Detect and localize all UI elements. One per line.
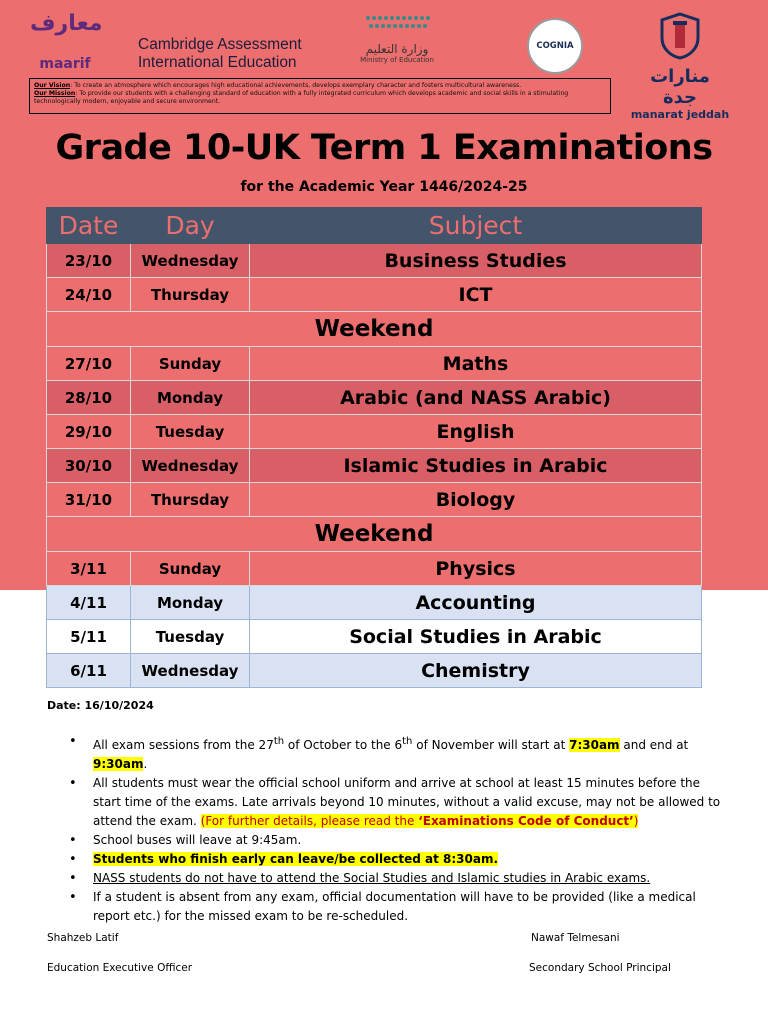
nass-note: NASS students do not have to attend the Social Studies and Islamic studies in Arabic exams. [93,871,651,885]
note-superscript: th [402,736,413,747]
right-signatory-title: Secondary School Principal [529,962,671,974]
left-signatory-title: Education Executive Officer [47,962,193,974]
exam-schedule-table [46,207,702,688]
vision-text: : To create an atmosphere which encourages high educational achievements, develops exemplary character and fosters multicultural awareness. [70,82,522,89]
note-text: and end at [619,738,689,752]
cognia-text: COGNIA [536,41,574,51]
cell-date: 24/10 [47,278,131,312]
cell-subject: ICT [250,278,702,312]
cambridge-logo [138,36,302,72]
code-of-conduct-highlight [201,814,639,828]
notes-list [47,732,727,926]
cell-day: Tuesday [131,620,250,654]
note-text: All students must wear the official school uniform and arrive at school at least 15 minutes before the start time of the exams. Late arrivals beyond 10 minutes, without a valid excuse, may not be allowed to attend the exam. [93,776,721,828]
cell-date: 29/10 [47,415,131,449]
cognia-badge [527,18,583,74]
cell-date: 4/11 [47,586,131,620]
list-item [47,774,727,831]
note-text: of October to the 6 [284,738,403,752]
weekend-label: Weekend [47,517,702,552]
vision-mission-box [29,78,611,114]
cell-day: Thursday [131,483,250,517]
note-text: All exam sessions from the 27 [93,738,274,752]
cell-date: 30/10 [47,449,131,483]
left-signatory-name: Shahzeb Latif [47,932,119,944]
cell-day: Sunday [131,347,250,381]
issue-date: Date: 16/10/2024 [47,699,154,712]
note-text: (For further details, please read the [200,814,419,828]
cell-day: Wednesday [131,654,250,688]
list-item [47,831,727,850]
moe-english-text: Ministry of Education [360,56,434,64]
cell-day: Tuesday [131,415,250,449]
cambridge-line-1: Cambridge Assessment [138,36,302,53]
weekend-label: Weekend [47,312,702,347]
table-row [47,381,702,415]
mission-label: Our Mission [34,89,76,97]
note-superscript: th [273,736,285,747]
note-text: . [143,757,148,771]
cell-date: 31/10 [47,483,131,517]
table-row [47,654,702,688]
moe-dots-icon [362,12,432,34]
cell-day: Thursday [131,278,250,312]
header-subject: Subject [250,208,702,244]
cell-day: Wednesday [131,244,250,278]
cell-subject: Accounting [250,586,702,620]
header-date: Date [47,208,131,244]
table-row [47,278,702,312]
table-row [47,347,702,381]
code-of-conduct-title: ‘Examinations Code of Conduct’ [418,814,634,828]
maarif-logo [30,11,103,36]
list-item [47,850,727,869]
cell-subject: Arabic (and NASS Arabic) [250,381,702,415]
cell-date: 3/11 [47,552,131,586]
cell-date: 23/10 [47,244,131,278]
mission-statement [34,90,606,106]
end-time-highlight: 9:30am [93,757,144,771]
header-day: Day [131,208,250,244]
cell-subject: Business Studies [250,244,702,278]
table-row [47,483,702,517]
early-finish-highlight: Students who finish early can leave/be collected at 8:30am. [93,852,499,866]
maarif-logo-text: maarif [39,56,91,72]
manarat-jeddah-logo [630,12,730,121]
cell-subject: English [250,415,702,449]
weekend-row [47,517,702,552]
ministry-of-education-logo [352,12,442,64]
cell-subject: Physics [250,552,702,586]
cell-day: Sunday [131,552,250,586]
cell-day: Monday [131,586,250,620]
cell-subject: Chemistry [250,654,702,688]
table-row [47,620,702,654]
list-item [47,732,727,774]
manarat-english-text: manarat jeddah [630,108,730,121]
cell-date: 27/10 [47,347,131,381]
cell-date: 5/11 [47,620,131,654]
cell-day: Wednesday [131,449,250,483]
list-item [47,888,727,926]
manarat-shield-icon [658,12,702,60]
table-row [47,552,702,586]
table-row [47,415,702,449]
cell-subject: Biology [250,483,702,517]
table-header-row [47,208,702,244]
vision-label: Our Vision [34,82,71,89]
note-text: School buses will leave at 9:45am. [93,833,302,847]
cell-day: Monday [131,381,250,415]
cambridge-line-2: International Education [138,54,297,71]
page-title: Grade 10-UK Term 1 Examinations [55,128,713,168]
moe-arabic-text: وزارة التعليم [365,42,429,56]
maarif-logo-arabic: معارف [30,11,103,36]
cell-subject: Social Studies in Arabic [250,620,702,654]
page-subtitle: for the Academic Year 1446/2024-25 [240,179,528,195]
note-text: If a student is absent from any exam, official documentation will have to be provided (like a medical report etc.) for the missed exam to be re-scheduled. [93,890,696,923]
cell-date: 28/10 [47,381,131,415]
list-item [47,869,727,888]
manarat-arabic-text: منارات جدة [650,66,710,108]
note-text: of November will start at [412,738,570,752]
cell-date: 6/11 [47,654,131,688]
cell-subject: Maths [250,347,702,381]
right-signatory-name: Nawaf Telmesani [531,932,620,944]
note-text: ) [633,814,639,828]
start-time-highlight: 7:30am [569,738,620,752]
cell-subject: Islamic Studies in Arabic [250,449,702,483]
table-row [47,586,702,620]
vision-statement [34,82,606,90]
mission-text: : To provide our students with a challenging standard of education with a fully integrated curriculum which develops academic and social skills in a stimulating technologically modern, enjoyable and secure environment. [34,89,569,105]
table-row [47,449,702,483]
weekend-row [47,312,702,347]
table-row [47,244,702,278]
